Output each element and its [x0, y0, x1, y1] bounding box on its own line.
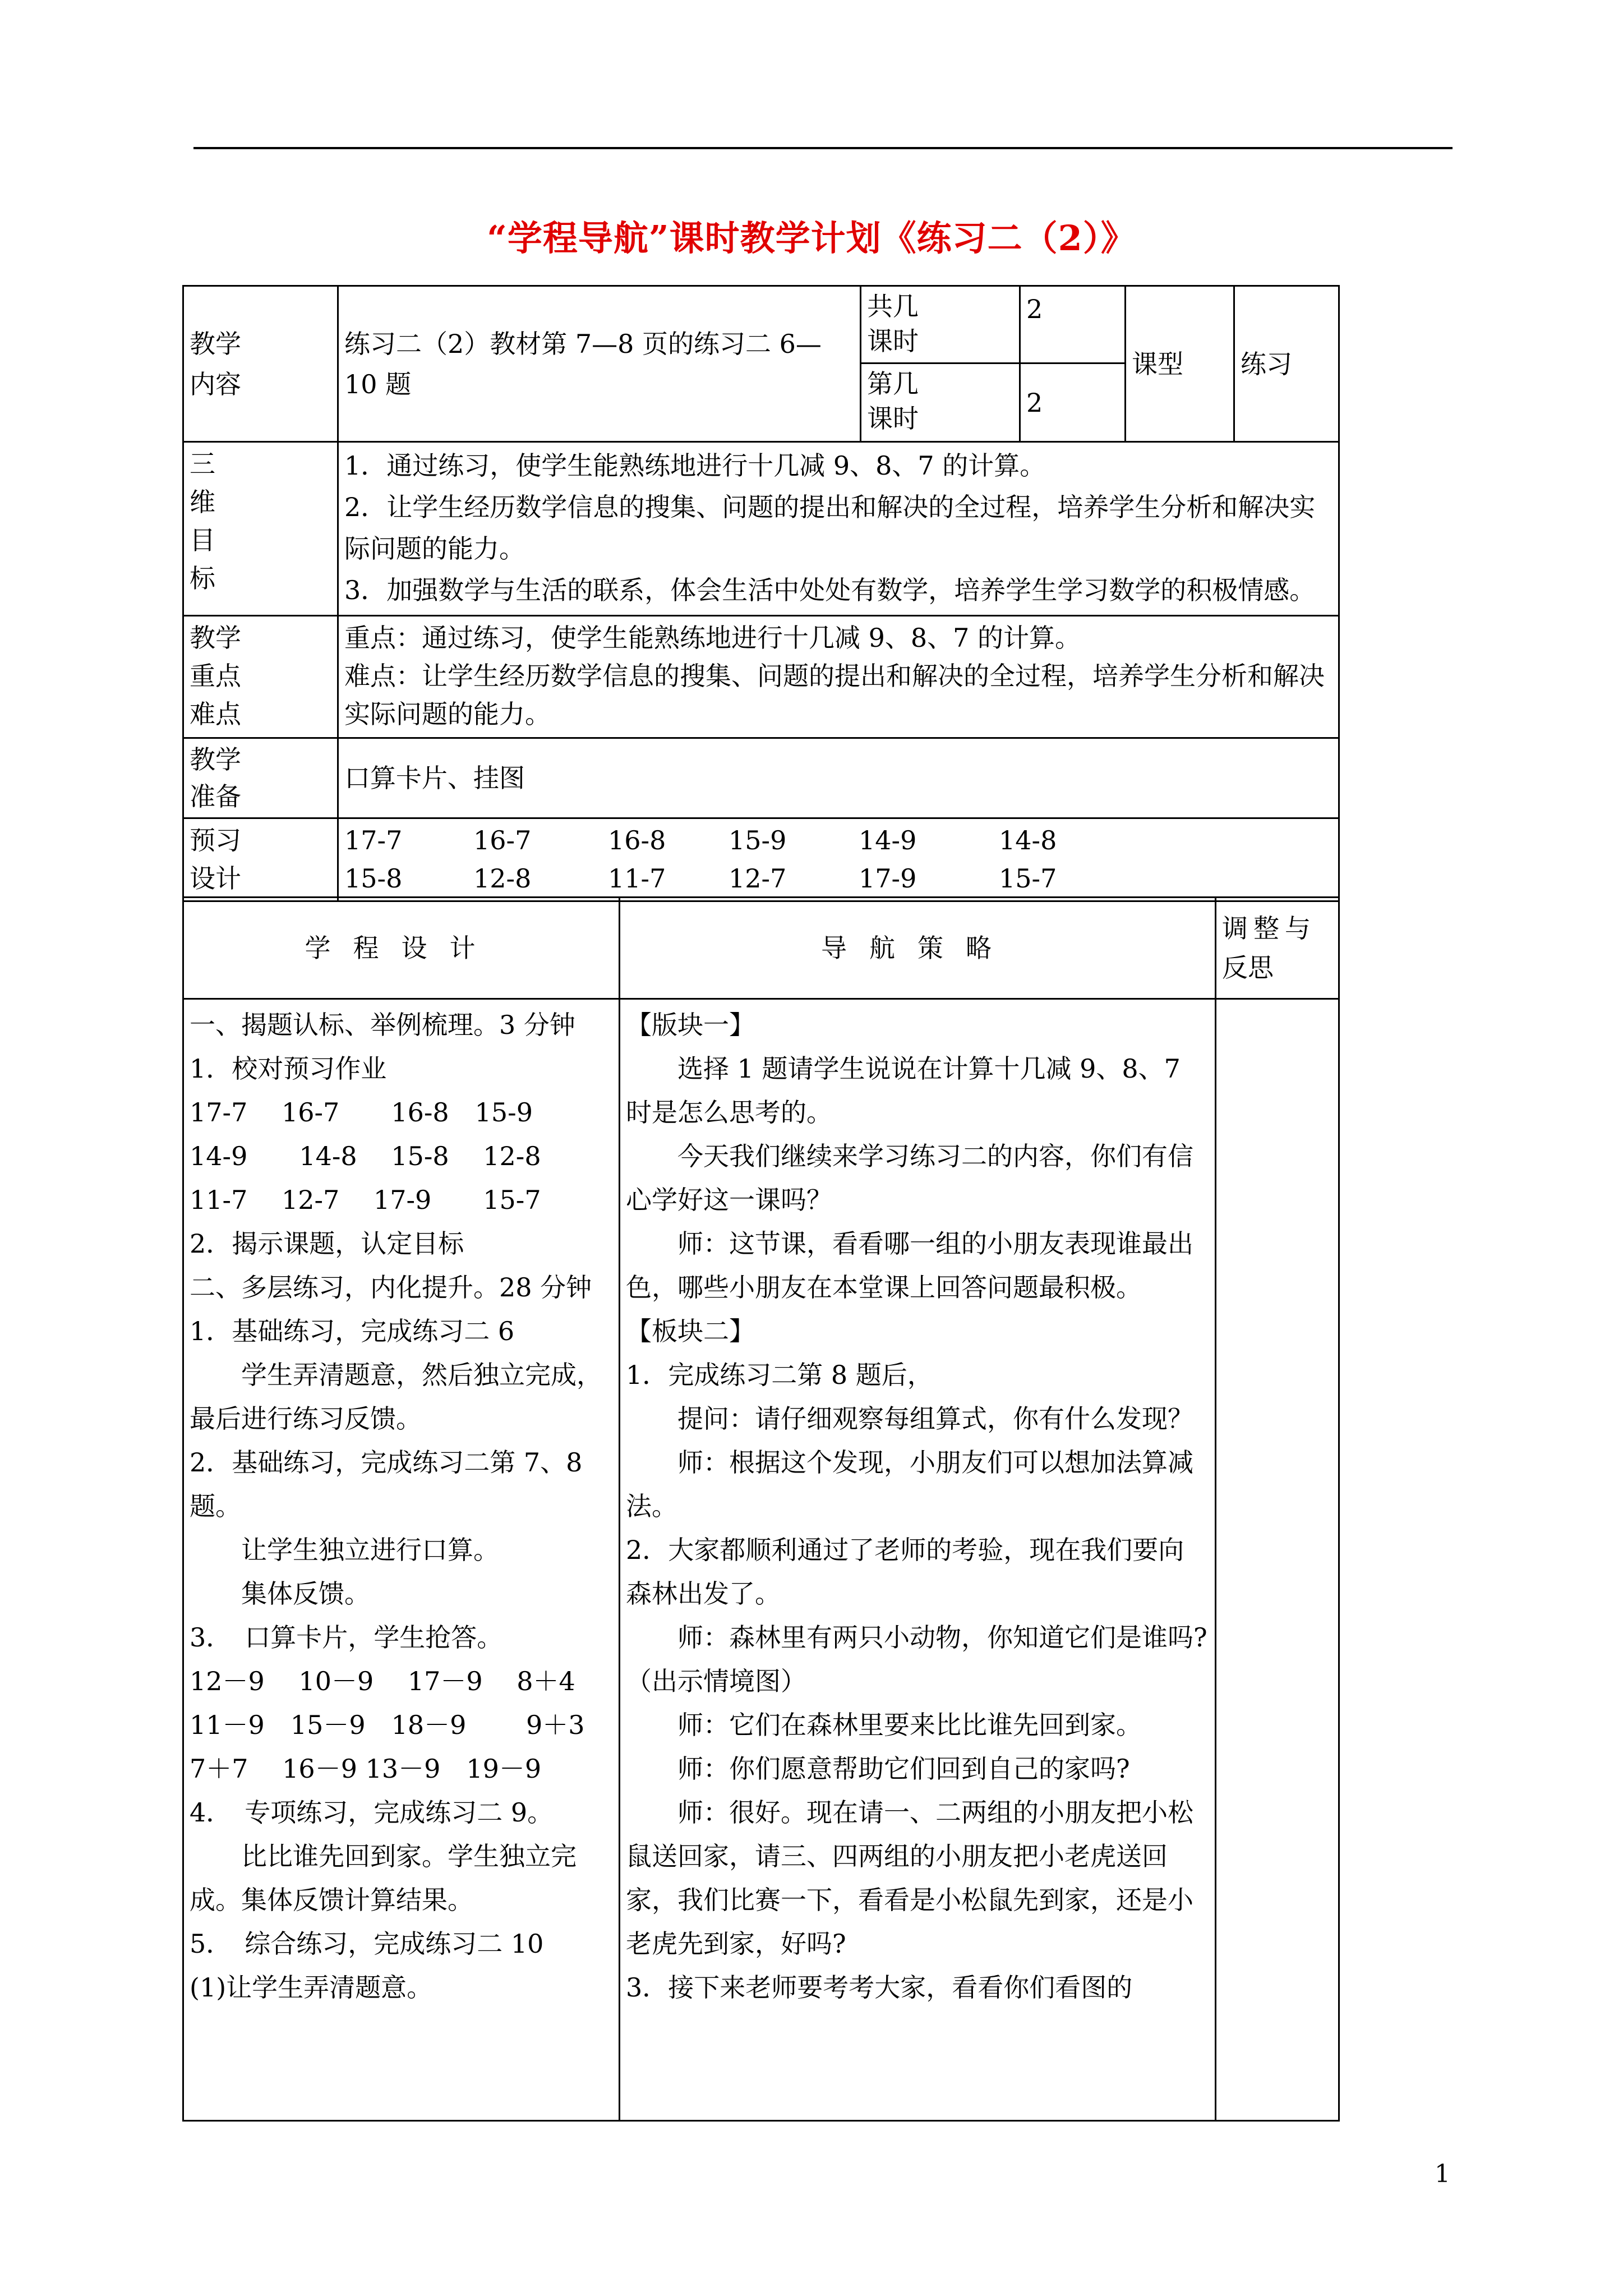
goal-item: 2．让学生经历数学信息的搜集、问题的提出和解决的全过程，培养学生分析和解决实际问题的能力。 [344, 492, 1316, 564]
type-label: 课型 [1126, 286, 1234, 442]
learning-process-column [183, 999, 620, 2121]
page-number: 1 [1435, 2160, 1450, 2188]
process-line: 5． 综合练习，完成练习二 10 [190, 1929, 544, 1959]
process-line: 二、多层练习，内化提升。28 分钟 [190, 1272, 592, 1303]
navigation-strategy-column [620, 999, 1216, 2121]
process-line: (1)让学生弄清题意。 [190, 1972, 433, 2003]
type-value: 练习 [1234, 286, 1339, 442]
key-point: 重点：通过练习，使学生能熟练地进行十几减 9、8、7 的计算。 [344, 623, 1081, 653]
process-line: 学生弄清题意，然后独立完成，最后进行练习反馈。 [190, 1360, 602, 1434]
process-line: 11-7 12-7 17-9 15-7 [190, 1185, 541, 1215]
strategy-line: 师：这节课，看看哪一组的小朋友表现谁最出色，哪些小朋友在本堂课上回答问题最积极。 [626, 1228, 1193, 1303]
process-line: 12－9 10－9 17－9 8＋4 [190, 1666, 575, 1696]
document-title: “学程导航”课时教学计划《练习二（2）》 [487, 218, 1136, 259]
strategy-line: 师：根据这个发现，小朋友们可以想加法算减法。 [626, 1447, 1193, 1521]
goals-list [338, 442, 1339, 616]
process-line: 1．校对预习作业 [190, 1053, 387, 1084]
focus-label: 教学 重点 难点 [183, 616, 338, 738]
strategy-line: 提问：请仔细观察每组算式，你有什么发现？ [677, 1404, 1193, 1434]
process-line: 2．基础练习，完成练习二第 7、8 题。 [190, 1447, 583, 1521]
strategy-line: 3．接下来老师要考考大家，看看你们看图的 [626, 1972, 1133, 2003]
strategy-line: 师：你们愿意帮助它们回到自己的家吗? [677, 1754, 1130, 1784]
process-line: 11－9 15－9 18－9 9＋3 [190, 1710, 585, 1740]
lesson-info-table [182, 285, 1340, 902]
header-rule [193, 147, 1453, 149]
goals-label: 三 维 目 标 [183, 442, 338, 616]
preview-row: 17-7 16-7 16-8 15-9 14-9 14-8 [344, 825, 1057, 855]
focus-text [338, 616, 1339, 738]
total-lessons-label: 共几 课时 [861, 286, 1020, 364]
goal-item: 3．加强数学与生活的联系，体会生活中处处有数学，培养学生学习数学的积极情感。 [344, 575, 1316, 605]
preview-label: 预习 设计 [183, 818, 338, 901]
prep-text: 口算卡片、挂图 [338, 738, 1339, 818]
strategy-line: 【版块一】 [626, 1010, 755, 1040]
process-table [182, 896, 1340, 2122]
strategy-line: 今天我们继续来学习练习二的内容，你们有信心学好这一课吗？ [626, 1141, 1193, 1215]
col3-header: 调整与 反思 [1216, 898, 1339, 999]
process-line: 17-7 16-7 16-8 15-9 [190, 1097, 533, 1128]
process-line: 一、揭题认标、举例梳理。3 分钟 [190, 1010, 575, 1040]
prep-label: 教学 准备 [183, 738, 338, 818]
total-lessons-value: 2 [1020, 286, 1126, 364]
preview-row: 15-8 12-8 11-7 12-7 17-9 15-7 [344, 863, 1057, 894]
strategy-line: 师：很好。现在请一、二两组的小朋友把小松鼠送回家，请三、四两组的小朋友把小老虎送回家，我们比赛一下，看看是小松鼠先到家，还是小老虎先到家，好吗? [626, 1797, 1193, 1959]
process-line: 4． 专项练习，完成练习二 9。 [190, 1797, 554, 1828]
process-line: 7＋7 16－9 13－9 19－9 [190, 1754, 542, 1784]
strategy-line: 【板块二】 [626, 1316, 755, 1346]
strategy-line: 1．完成练习二第 8 题后， [626, 1360, 933, 1390]
process-line: 1．基础练习，完成练习二 6 [190, 1316, 515, 1346]
content-text: 练习二（2）教材第 7—8 页的练习二 6—10 题 [338, 286, 861, 442]
reflection-column [1216, 999, 1339, 2121]
strategy-line: 师：它们在森林里要来比比谁先回到家。 [677, 1710, 1142, 1740]
process-line: 14-9 14-8 15-8 12-8 [190, 1141, 541, 1171]
goal-item: 1．通过练习，使学生能熟练地进行十几减 9、8、7 的计算。 [344, 450, 1046, 481]
process-line: 集体反馈。 [241, 1579, 370, 1609]
process-line: 3． 口算卡片，学生抢答。 [190, 1622, 503, 1653]
lesson-no-label: 第几 课时 [861, 364, 1020, 442]
strategy-line: 选择 1 题请学生说说在计算十几减 9、8、7 时是怎么思考的。 [626, 1053, 1181, 1128]
preview-exercises [338, 818, 1339, 901]
process-line: 让学生独立进行口算。 [241, 1535, 499, 1565]
difficulty: 难点：让学生经历数学信息的搜集、问题的提出和解决的全过程，培养学生分析和解决实际问题的能力。 [344, 661, 1325, 729]
process-line: 比比谁先回到家。学生独立完成。集体反馈计算结果。 [190, 1841, 577, 1915]
process-line: 2．揭示课题，认定目标 [190, 1228, 464, 1259]
col2-header: 导航策略 [620, 898, 1216, 999]
strategy-line: 2．大家都顺利通过了老师的考验，现在我们要向森林出发了。 [626, 1535, 1184, 1609]
lesson-no-value: 2 [1020, 364, 1126, 442]
strategy-line: 师：森林里有两只小动物，你知道它们是谁吗?（出示情境图） [626, 1622, 1207, 1696]
col1-header: 学程设计 [183, 898, 620, 999]
content-label: 教学 内容 [183, 286, 338, 442]
